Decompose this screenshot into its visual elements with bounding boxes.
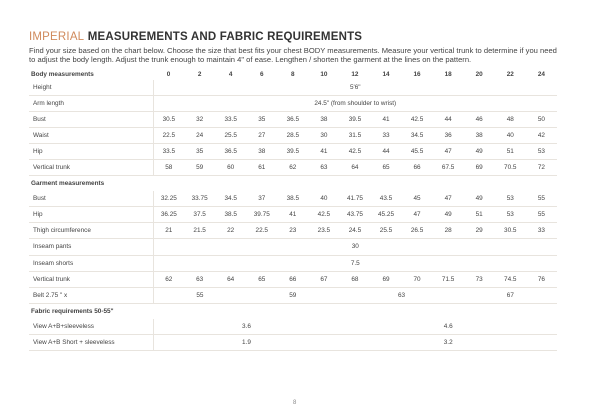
table-cell: 33.5 [215, 111, 246, 127]
table-cell: 38 [464, 127, 495, 143]
table-cell: 33 [526, 223, 557, 239]
table-cell: 33.5 [153, 143, 184, 159]
row-label: View A+B Short + sleeveless [29, 334, 153, 350]
table-cell: 46 [464, 111, 495, 127]
table-cell: 47 [433, 143, 464, 159]
table-cell: 45 [402, 191, 433, 207]
table-cell: 24 [184, 127, 215, 143]
table-cell: 70 [402, 271, 433, 287]
table-cell: 47 [433, 191, 464, 207]
table-cell: 35 [184, 143, 215, 159]
table-cell: 43.5 [370, 191, 401, 207]
table-cell: 23.5 [308, 223, 339, 239]
table-cell: 61 [246, 160, 277, 176]
table-cell: 38 [246, 143, 277, 159]
inseam-shorts-value: 7.5 [153, 255, 557, 271]
table-cell: 41 [277, 207, 308, 223]
table-cell: 49 [464, 143, 495, 159]
row-label: View A+B+sleeveless [29, 319, 153, 335]
table-cell: 23 [277, 223, 308, 239]
row-label: Inseam pants [29, 239, 153, 255]
size-header: 4 [228, 70, 233, 78]
table-cell: 72 [526, 160, 557, 176]
table-cell: 24.5 [339, 223, 370, 239]
table-cell: 67.5 [433, 160, 464, 176]
table-cell: 58 [153, 160, 184, 176]
table-cell: 42.5 [402, 111, 433, 127]
inseam-shorts-row [29, 255, 557, 271]
inseam-pants-row [29, 239, 557, 255]
table-cell: 59 [184, 160, 215, 176]
table-cell: 73 [464, 271, 495, 287]
garment-thigh-row [29, 223, 557, 239]
table-cell: 38.5 [277, 191, 308, 207]
table-cell: 32.25 [153, 191, 184, 207]
table-cell: 62 [277, 160, 308, 176]
table-cell: 51 [464, 207, 495, 223]
table-cell: 70.5 [495, 160, 526, 176]
table-cell: 27 [246, 127, 277, 143]
table-cell: 45.5 [402, 143, 433, 159]
table-cell: 66 [277, 271, 308, 287]
size-header: 22 [506, 70, 514, 78]
body-header-row [29, 69, 557, 80]
row-label: Vertical trunk [29, 271, 153, 287]
table-cell: 36.25 [153, 207, 184, 223]
table-cell: 71.5 [433, 271, 464, 287]
table-cell: 40 [495, 127, 526, 143]
table-cell: 63 [308, 160, 339, 176]
height-value: 5'6" [153, 80, 557, 96]
table-cell: 53 [495, 207, 526, 223]
table-cell: 37 [246, 191, 277, 207]
table-cell: 66 [402, 160, 433, 176]
size-header: 6 [259, 70, 264, 78]
table-cell: 63 [339, 287, 463, 303]
table-cell: 44 [433, 111, 464, 127]
page-title [29, 30, 557, 44]
table-cell: 67 [308, 271, 339, 287]
body-bust-row [29, 111, 557, 127]
table-cell: 45.25 [370, 207, 401, 223]
body-waist-row [29, 127, 557, 143]
size-header: 10 [320, 70, 328, 78]
table-cell: 42 [526, 127, 557, 143]
table-cell: 22 [215, 223, 246, 239]
table-cell: 25.5 [215, 127, 246, 143]
table-cell: 21 [153, 223, 184, 239]
fabric-header-row [29, 303, 557, 319]
table-cell: 3.2 [339, 334, 557, 350]
table-cell: 4.6 [339, 319, 557, 335]
fabric-view-a-row [29, 319, 557, 335]
table-cell: 68 [339, 271, 370, 287]
intro-text: Find your size based on the chart below. Choose the size that best fits your chest BODY measurements. Measure your vertical trunk to determine if you need to adjust the body length. Adjust the trunk enough to maintain 4" of ease. Lengthen / shorten the garment at the lines on the pattern. [29, 46, 557, 65]
table-cell: 40 [308, 191, 339, 207]
table-cell: 1.9 [153, 334, 339, 350]
table-cell: 49 [433, 207, 464, 223]
table-cell: 74.5 [495, 271, 526, 287]
table-cell: 51 [495, 143, 526, 159]
title-accent: IMPERIAL [29, 31, 85, 43]
table-cell: 55 [526, 191, 557, 207]
table-cell: 43.75 [339, 207, 370, 223]
row-label: Vertical trunk [29, 160, 153, 176]
table-cell: 38 [308, 111, 339, 127]
size-header: 24 [537, 70, 545, 78]
garment-header-row [29, 176, 557, 192]
row-label: Height [29, 80, 153, 96]
inseam-pants-value: 30 [153, 239, 557, 255]
row-label: Belt 2.75 " x [29, 287, 153, 303]
table-cell: 42.5 [308, 207, 339, 223]
page-number: 8 [293, 400, 297, 406]
table-cell: 30 [308, 127, 339, 143]
table-cell: 39.5 [339, 111, 370, 127]
size-header: 2 [197, 70, 202, 78]
row-label: Hip [29, 207, 153, 223]
size-header: 20 [475, 70, 483, 78]
table-cell: 26.5 [402, 223, 433, 239]
table-cell: 22.5 [246, 223, 277, 239]
table-cell: 36 [433, 127, 464, 143]
table-cell: 30.5 [495, 223, 526, 239]
table-cell: 39.75 [246, 207, 277, 223]
table-cell: 41 [370, 111, 401, 127]
table-cell: 22.5 [153, 127, 184, 143]
table-cell: 32 [184, 111, 215, 127]
table-cell: 67 [464, 287, 557, 303]
row-label: Bust [29, 191, 153, 207]
table-cell: 37.5 [184, 207, 215, 223]
table-cell: 30.5 [153, 111, 184, 127]
table-cell: 64 [339, 160, 370, 176]
row-label: Waist [29, 127, 153, 143]
table-cell: 33 [370, 127, 401, 143]
size-header: 0 [166, 70, 171, 78]
garment-vertical-trunk-row [29, 271, 557, 287]
size-chart-table [29, 69, 557, 351]
table-cell: 69 [464, 160, 495, 176]
measurements-page [29, 30, 557, 351]
row-label: Bust [29, 111, 153, 127]
belt-row [29, 287, 557, 303]
table-cell: 47 [402, 207, 433, 223]
table-cell: 36.5 [277, 111, 308, 127]
table-cell: 29 [464, 223, 495, 239]
table-cell: 25.5 [370, 223, 401, 239]
size-header: 16 [413, 70, 421, 78]
table-cell: 76 [526, 271, 557, 287]
table-cell: 65 [246, 271, 277, 287]
body-hip-row [29, 143, 557, 159]
size-header: 18 [444, 70, 452, 78]
table-cell: 33.75 [184, 191, 215, 207]
table-cell: 69 [370, 271, 401, 287]
table-cell: 39.5 [277, 143, 308, 159]
size-header: 14 [382, 70, 390, 78]
table-cell: 31.5 [339, 127, 370, 143]
table-cell: 55 [526, 207, 557, 223]
table-cell: 41 [308, 143, 339, 159]
table-cell: 44 [370, 143, 401, 159]
table-cell: 42.5 [339, 143, 370, 159]
table-cell: 41.75 [339, 191, 370, 207]
arm-length-row [29, 95, 557, 111]
fabric-view-b-row [29, 334, 557, 350]
row-label: Arm length [29, 95, 153, 111]
table-cell: 55 [153, 287, 246, 303]
table-cell: 60 [215, 160, 246, 176]
table-cell: 38.5 [215, 207, 246, 223]
table-cell: 35 [246, 111, 277, 127]
size-header: 12 [351, 70, 359, 78]
row-label: Hip [29, 143, 153, 159]
table-cell: 34.5 [215, 191, 246, 207]
table-cell: 36.5 [215, 143, 246, 159]
garment-measurements-heading: Garment measurements [31, 180, 105, 188]
table-cell: 65 [370, 160, 401, 176]
title-main: MEASUREMENTS AND FABRIC REQUIREMENTS [84, 31, 363, 43]
table-cell: 64 [215, 271, 246, 287]
table-cell: 53 [495, 191, 526, 207]
garment-hip-row [29, 207, 557, 223]
body-vertical-trunk-row [29, 160, 557, 176]
garment-bust-row [29, 191, 557, 207]
table-cell: 48 [495, 111, 526, 127]
table-cell: 63 [184, 271, 215, 287]
fabric-requirements-heading: Fabric requirements 50-55" [31, 307, 114, 315]
row-label: Thigh circumference [29, 223, 153, 239]
table-cell: 50 [526, 111, 557, 127]
row-label: Inseam shorts [29, 255, 153, 271]
table-cell: 34.5 [402, 127, 433, 143]
body-measurements-heading: Body measurements [31, 70, 94, 78]
height-row [29, 80, 557, 96]
table-cell: 28 [433, 223, 464, 239]
table-cell: 28.5 [277, 127, 308, 143]
table-cell: 59 [246, 287, 339, 303]
table-cell: 53 [526, 143, 557, 159]
table-cell: 49 [464, 191, 495, 207]
table-cell: 62 [153, 271, 184, 287]
arm-length-value: 24.5" (from shoulder to wrist) [153, 95, 557, 111]
table-cell: 3.6 [153, 319, 339, 335]
table-cell: 21.5 [184, 223, 215, 239]
size-header: 8 [291, 70, 295, 78]
